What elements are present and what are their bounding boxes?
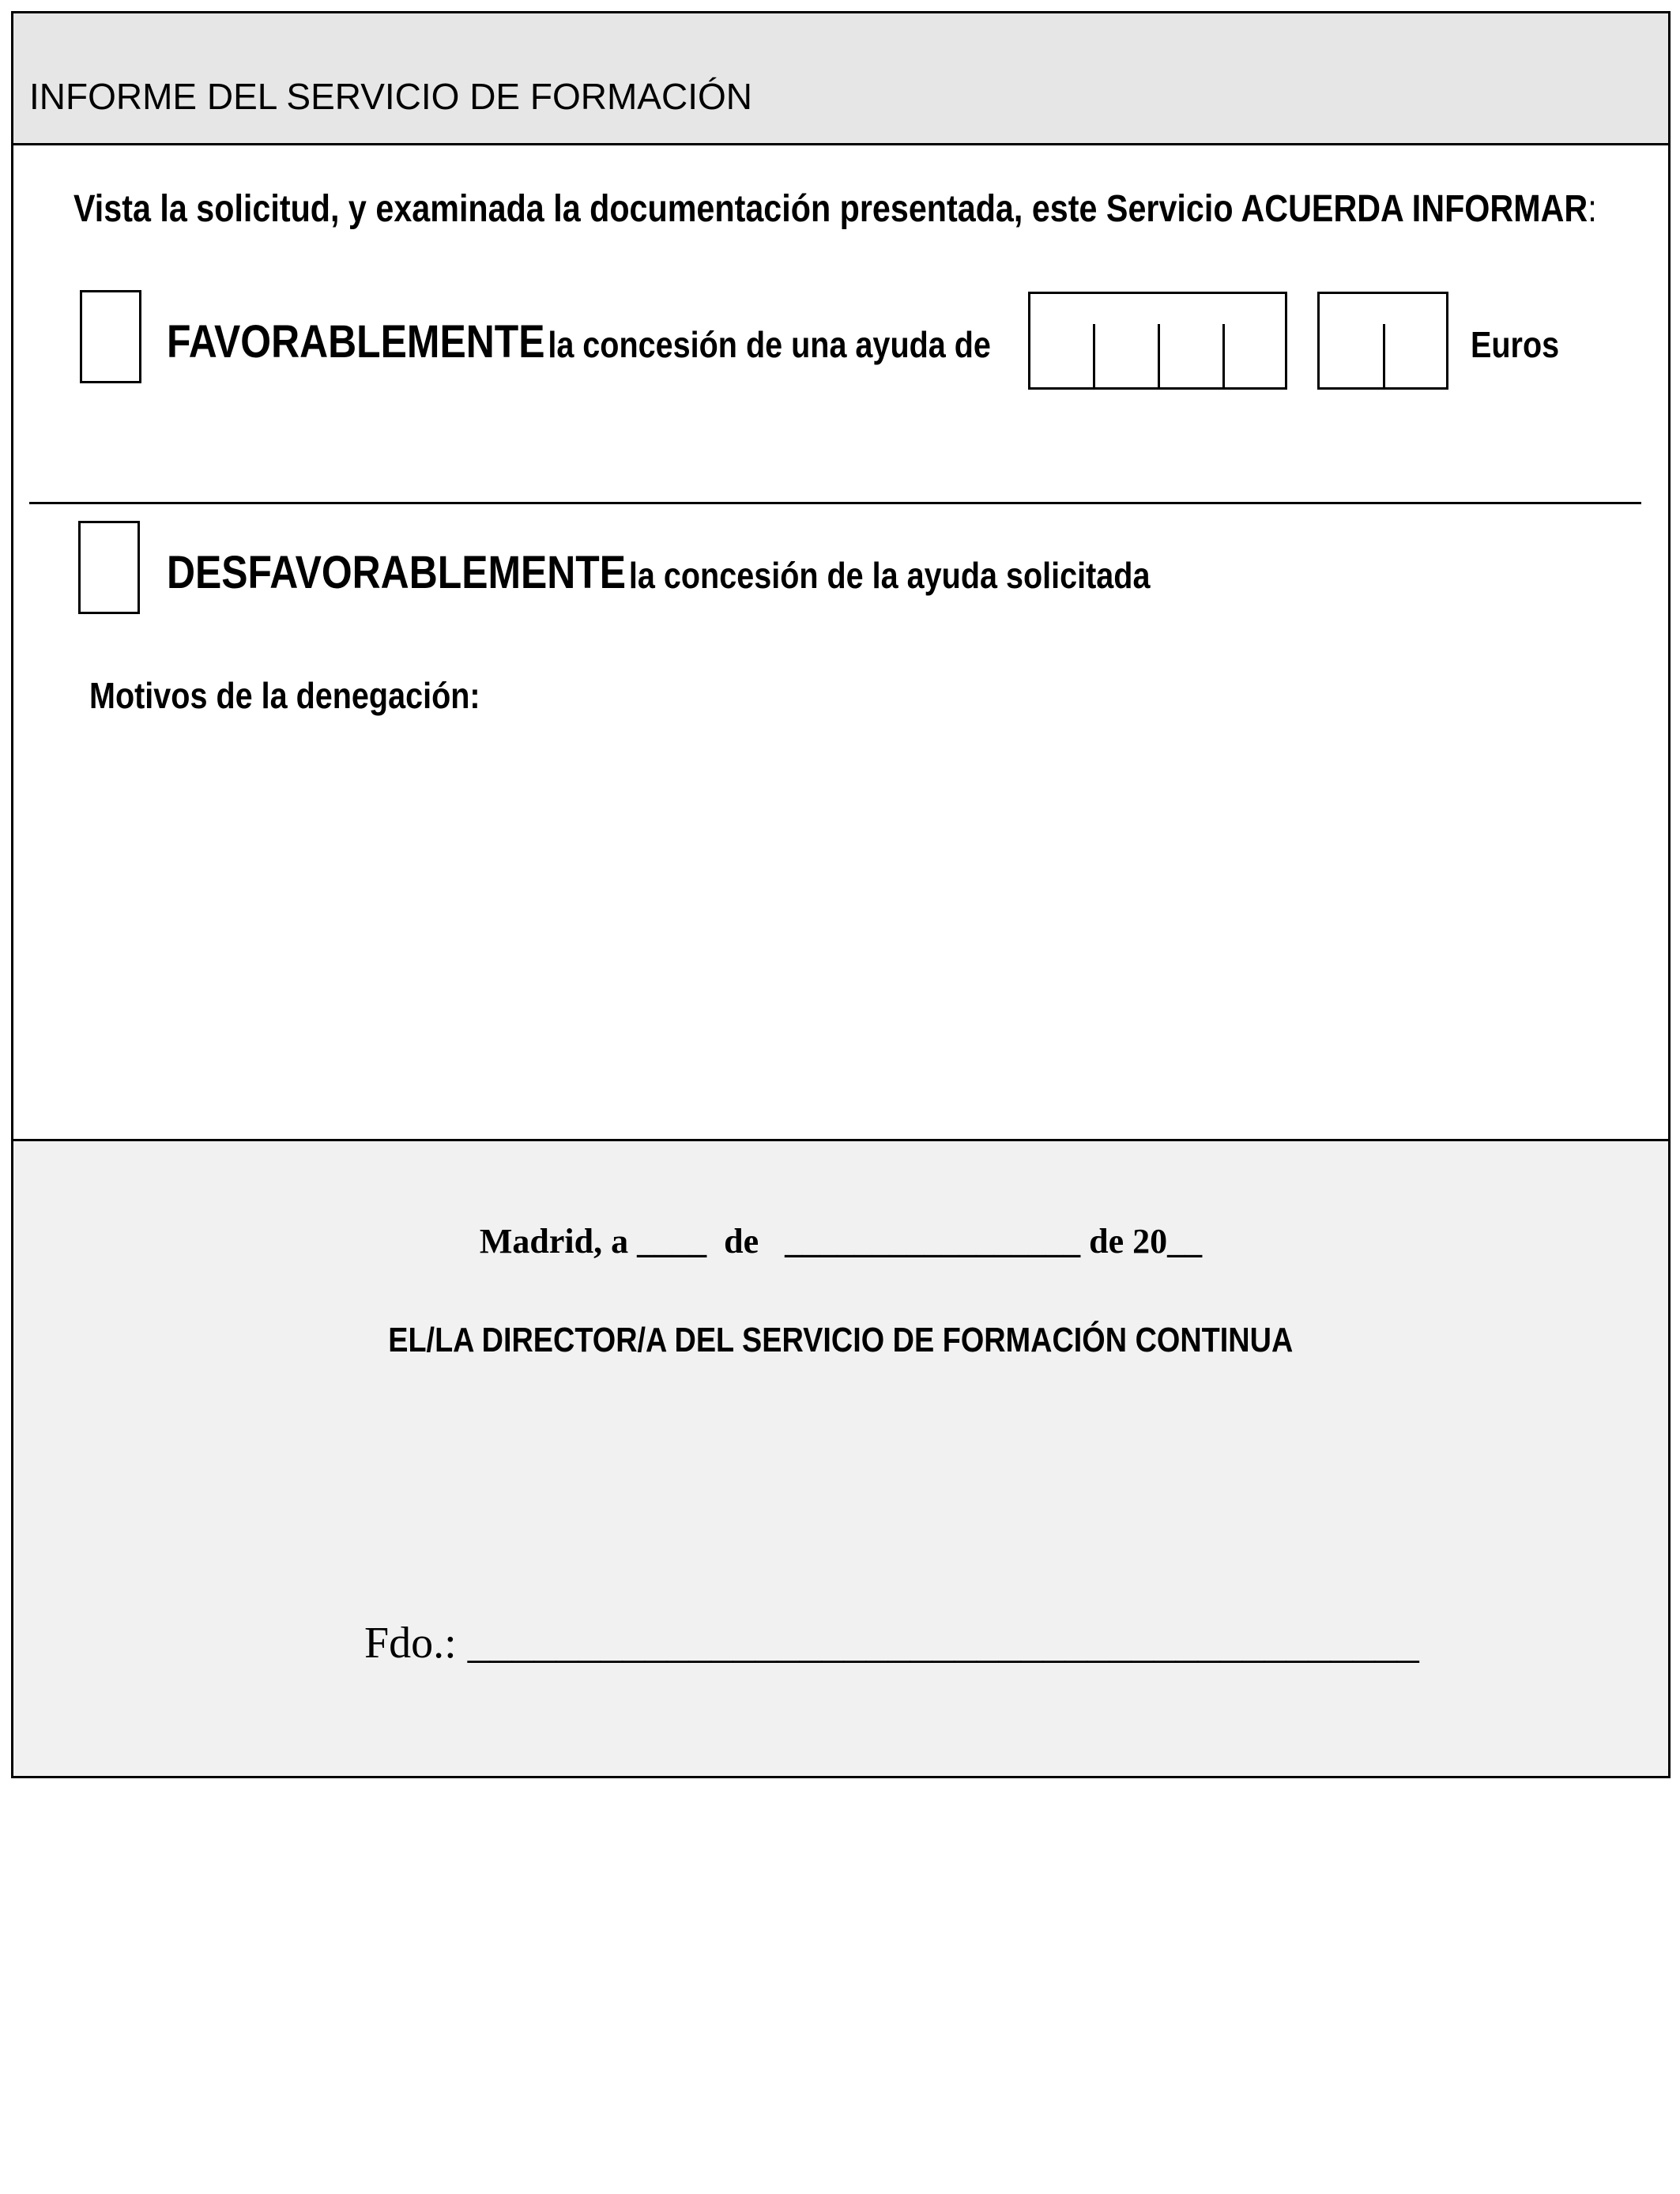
denial-reasons-label: Motivos de la denegación: xyxy=(89,675,480,716)
unfavorable-keyword: DESFAVORABLEMENTE xyxy=(167,547,627,598)
unfavorable-option-label xyxy=(167,546,1310,599)
date-line: Madrid, a ____ de _________________ de 20__ xyxy=(479,1222,1203,1261)
page-title: INFORME DEL SERVICIO DE FORMACIÓN xyxy=(29,76,752,117)
favorable-text: la concesión de una ayuda de xyxy=(548,324,991,365)
unfavorable-text: la concesión de la ayuda solicitada xyxy=(628,555,1151,596)
amount-integer-field[interactable] xyxy=(1028,292,1287,390)
digit-separator xyxy=(1093,324,1095,389)
favorable-checkbox[interactable] xyxy=(80,290,141,383)
report-form xyxy=(11,11,1671,1778)
intro-text: Vista la solicitud, y examinada la documentación presentada, este Servicio ACUERDA INFORMAR xyxy=(73,188,1588,230)
digit-separator xyxy=(1222,324,1225,389)
digit-separator xyxy=(1383,324,1385,389)
intro-statement xyxy=(73,187,1680,231)
director-title: EL/LA DIRECTOR/A DEL SERVICIO DE FORMACIÓN CONTINUA xyxy=(388,1321,1294,1359)
signature-line[interactable]: Fdo.: ___________________________________________ xyxy=(364,1619,1419,1668)
currency-label: Euros xyxy=(1471,324,1560,365)
favorable-option-label xyxy=(167,315,1125,368)
intro-colon: : xyxy=(1588,188,1597,230)
favorable-keyword: FAVORABLEMENTE xyxy=(167,316,545,368)
digit-separator xyxy=(1158,324,1160,389)
form-header xyxy=(13,13,1668,145)
divider xyxy=(29,502,1641,504)
unfavorable-checkbox[interactable] xyxy=(78,521,140,614)
amount-decimal-field[interactable] xyxy=(1317,292,1448,390)
